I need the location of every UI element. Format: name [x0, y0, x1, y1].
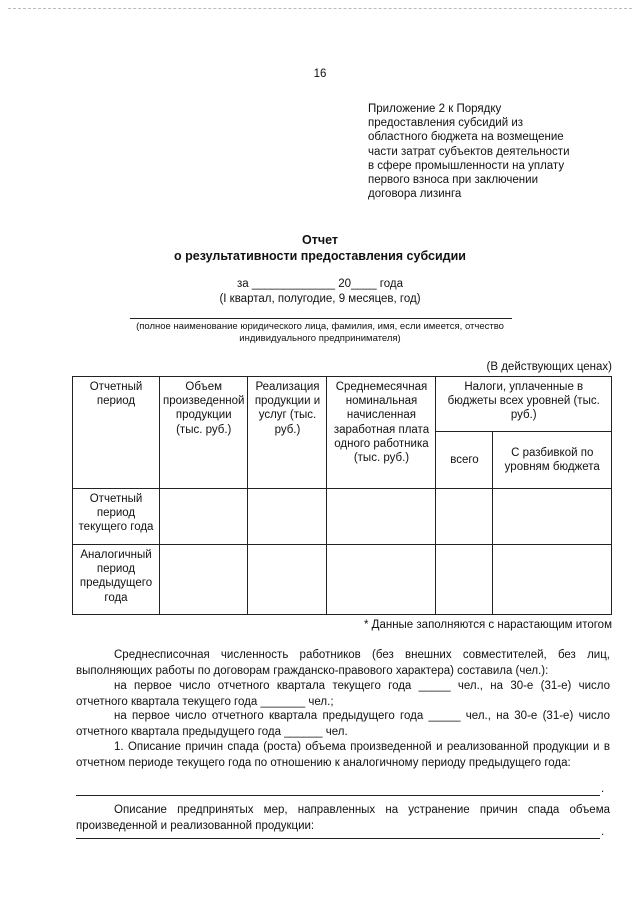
table-cell-empty[interactable]	[160, 545, 248, 615]
table-cell-empty[interactable]	[436, 545, 493, 615]
row-label: Аналогичный период предыдущего года	[73, 545, 160, 615]
appendix-line: договора лизинга	[368, 188, 462, 201]
report-period-line: за _____________ 20____ года	[237, 278, 403, 290]
headcount-previous-year: на первое число отчетного квартала предыдущего года _____ чел., на 30-е (31-е) число отчетного квартала предыдущего года ______ чел.	[76, 710, 610, 738]
table-cell-empty[interactable]	[327, 489, 436, 545]
scan-top-edge	[8, 8, 632, 9]
report-period-note: (I квартал, полугодие, 9 месяцев, год)	[219, 293, 421, 305]
appendix-note	[368, 102, 618, 201]
appendix-line: предоставления субсидий из	[368, 117, 524, 130]
table-cell-empty[interactable]	[493, 489, 612, 545]
appendix-line: в сфере промышленности на уплату	[368, 159, 565, 172]
table-cell-empty[interactable]	[160, 489, 248, 545]
col-header-taxes: Налоги, уплаченные в бюджеты всех уровней (тыс. руб.)	[436, 377, 612, 432]
table-cell-empty[interactable]	[436, 489, 493, 545]
answer-line[interactable]	[76, 838, 600, 839]
report-title: Отчет	[301, 233, 338, 247]
prices-note: (В действующих ценах)	[486, 361, 612, 373]
report-subtitle: о результативности предоставления субсидии	[174, 249, 466, 263]
entity-name-line	[130, 318, 512, 319]
table-row	[73, 545, 612, 615]
appendix-line: областного бюджета на возмещение	[368, 131, 564, 144]
table-row	[73, 489, 612, 545]
answer-line[interactable]	[76, 795, 600, 796]
reasons-paragraph: 1. Описание причин спада (роста) объема произведенной и реализованной продукции и в отчетном периоде текущего года по отношению к аналогичному периоду предыдущего года:	[76, 741, 610, 769]
page-number: 16	[313, 68, 327, 80]
row-label: Отчетный период текущего года	[73, 489, 160, 545]
measures-paragraph: Описание предпринятых мер, направленных на устранение причин спада объема произведенной и реализованной продукции:	[76, 804, 610, 832]
col-header-volume: Объем произведенной продукции (тыс. руб.)	[160, 377, 248, 489]
col-header-taxes-total: всего	[436, 432, 493, 489]
col-header-wage: Среднемесячная номинальная начисленная заработная плата одного работника (тыс. руб.)	[327, 377, 436, 489]
table-cell-empty[interactable]	[493, 545, 612, 615]
headcount-current-year: на первое число отчетного квартала текущего года _____ чел., на 30-е (31-е) число отчетного квартала текущего года _______ чел.;	[76, 680, 610, 708]
table-cell-empty[interactable]	[327, 545, 436, 615]
appendix-line: первого взноса при заключении	[368, 174, 539, 187]
appendix-line: части затрат субъектов деятельности	[368, 145, 570, 158]
table-cell-empty[interactable]	[248, 545, 327, 615]
report-table	[72, 376, 612, 615]
headcount-paragraph: Среднесписочная численность работников (без внешних совместителей, без лиц, выполняющих работы по договорам гражданско-правового характера) составила (чел.):	[76, 649, 610, 677]
col-header-taxes-by-level: С разбивкой по уровням бюджета	[493, 432, 612, 489]
col-header-sales: Реализация продукции и услуг (тыс. руб.)	[248, 377, 327, 489]
entity-caption: (полное наименование юридического лица, фамилия, имя, если имеется, отчество	[136, 321, 504, 332]
answer-line-period: .	[601, 783, 605, 795]
table-cell-empty[interactable]	[248, 489, 327, 545]
entity-caption: индивидуального предпринимателя)	[239, 333, 401, 344]
appendix-line: Приложение 2 к Порядку	[368, 103, 502, 115]
table-footnote: * Данные заполняются с нарастающим итогом	[363, 619, 612, 631]
answer-line-period: .	[601, 826, 605, 838]
col-header-period: Отчетный период	[73, 377, 160, 489]
